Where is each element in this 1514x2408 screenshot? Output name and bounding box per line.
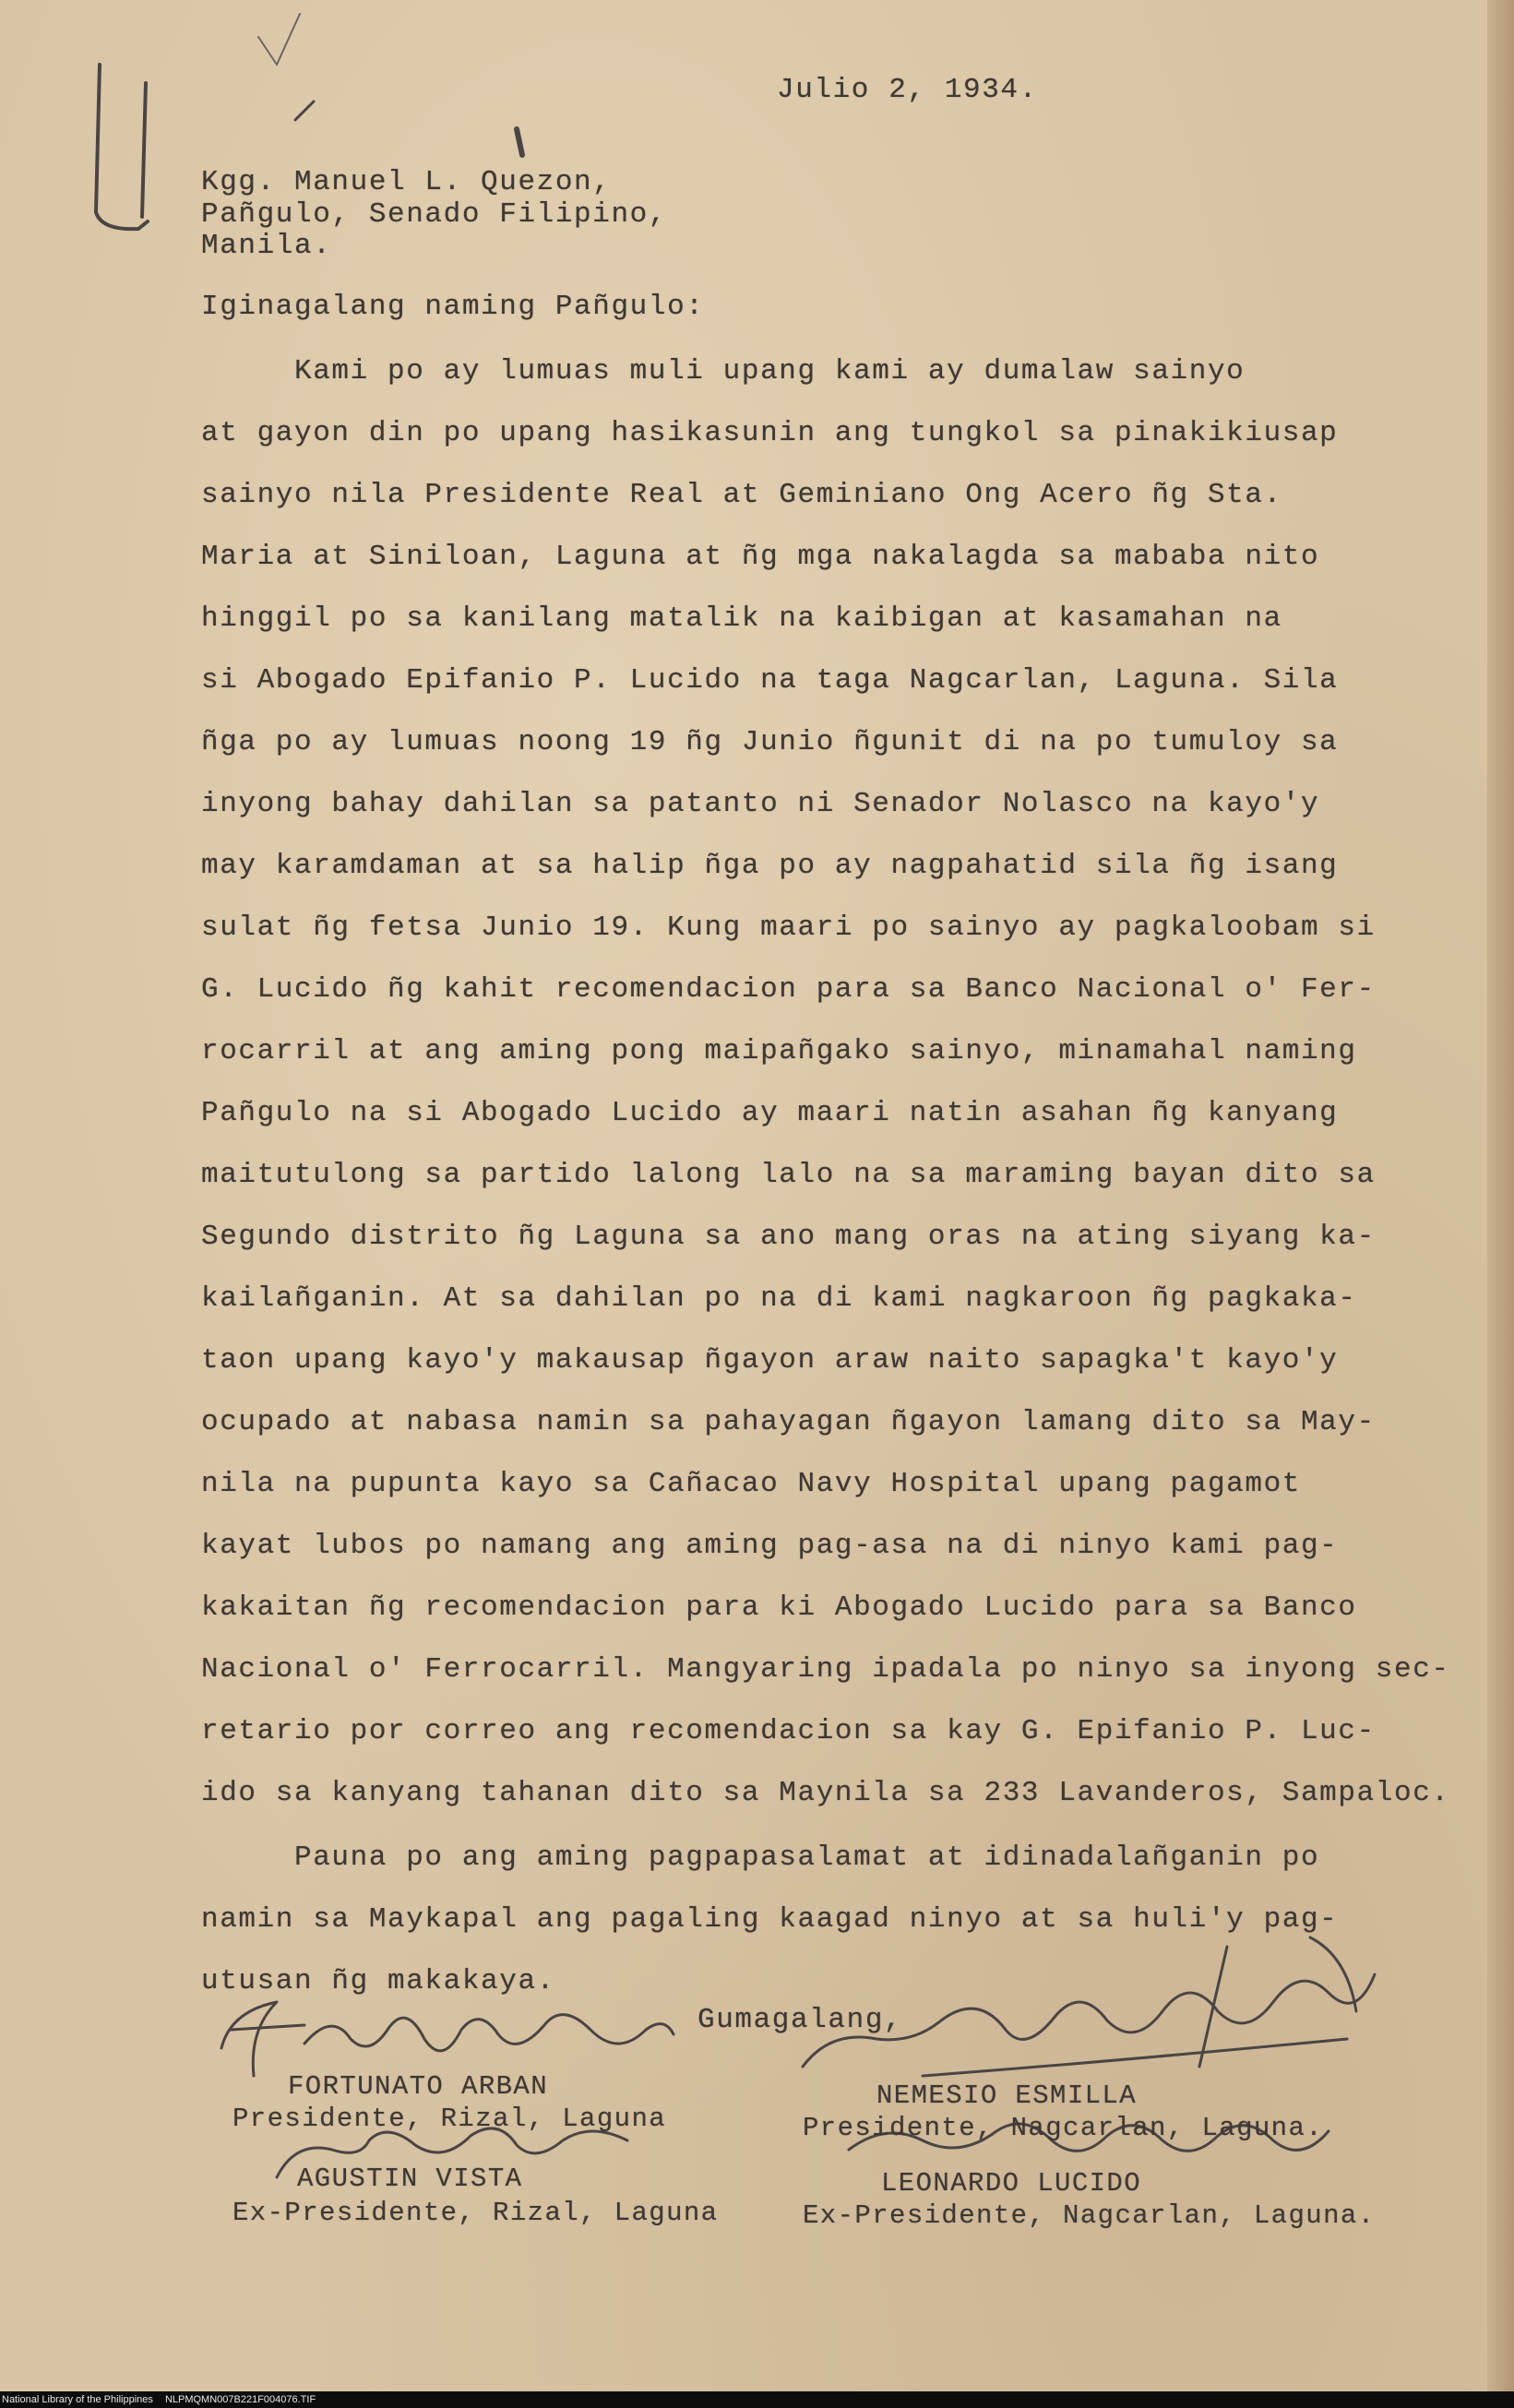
- body-line: Segundo distrito ñg Laguna sa ano mang oras na ating siyang ka-: [201, 1221, 1376, 1253]
- body-line: taon upang kayo'y makausap ñgayon araw naito sapagka't kayo'y: [201, 1344, 1339, 1377]
- body-line: ocupado at nabasa namin sa pahayagan ñgayon lamang dito sa May-: [201, 1406, 1376, 1438]
- salutation: Iginagalang naming Pañgulo:: [201, 291, 705, 323]
- letter-date: Julio 2, 1934.: [777, 74, 1038, 106]
- signatory-name: NEMESIO ESMILLA: [876, 2080, 1138, 2111]
- signatory-name: AGUSTIN VISTA: [297, 2164, 523, 2194]
- body-line: Pauna po ang aming pagpapasalamat at idinadalañganin po: [201, 1842, 1320, 1874]
- body-line: ñga po ay lumuas noong 19 ñg Junio ñgunit di na po tumuloy sa: [201, 726, 1339, 758]
- body-line: kailañganin. At sa dahilan po na di kami nagkaroon ñg pagkaka-: [201, 1282, 1357, 1315]
- body-line: at gayon din po upang hasikasunin ang tungkol sa pinakikiusap: [201, 417, 1339, 449]
- signatory-title: Ex-Presidente, Nagcarlan, Laguna.: [803, 2200, 1376, 2231]
- signatory-title: Presidente, Nagcarlan, Laguna.: [803, 2113, 1324, 2143]
- recipient-line-3: Manila.: [201, 230, 332, 262]
- body-line: nila na pupunta kayo sa Cañacao Navy Hospital upang pagamot: [201, 1468, 1301, 1500]
- body-line: kayat lubos po namang ang aming pag-asa na di ninyo kami pag-: [201, 1530, 1339, 1562]
- pencil-check-mark: [258, 14, 300, 65]
- signatory-title: Presidente, Rizal, Laguna: [232, 2104, 667, 2134]
- body-line: ido sa kanyang tahanan dito sa Maynila sa 233 Lavanderos, Sampaloc.: [201, 1777, 1450, 1809]
- body-line: namin sa Maykapal ang pagaling kaagad ninyo at sa huli'y pag-: [201, 1903, 1339, 1936]
- body-line: Pañgulo na si Abogado Lucido ay maari natin asahan ñg kanyang: [201, 1097, 1339, 1129]
- body-line: si Abogado Epifanio P. Lucido na taga Nagcarlan, Laguna. Sila: [201, 664, 1339, 697]
- tick-mark: [295, 101, 314, 120]
- body-line: sulat ñg fetsa Junio 19. Kung maari po sainyo ay pagkaloobam si: [201, 912, 1376, 944]
- dot-mark: [517, 129, 522, 155]
- body-line: utusan ñg makakaya.: [201, 1965, 555, 1997]
- body-line: hinggil po sa kanilang matalik na kaibigan at kasamahan na: [201, 602, 1282, 635]
- signature-fortunato-arban: [221, 2002, 674, 2076]
- body-line: retario por correo ang recomendacion sa kay G. Epifanio P. Luc-: [201, 1715, 1376, 1747]
- body-line: G. Lucido ñg kahit recomendacion para sa Banco Nacional o' Fer-: [201, 973, 1376, 1006]
- signatory-name: LEONARDO LUCIDO: [881, 2168, 1142, 2199]
- margin-stroke-mark: [142, 83, 146, 217]
- signatory-title: Ex-Presidente, Rizal, Laguna: [232, 2198, 719, 2228]
- recipient-line-1: Kgg. Manuel L. Quezon,: [201, 166, 612, 198]
- margin-bracket-mark: [96, 65, 148, 229]
- signatory-name: FORTUNATO ARBAN: [288, 2071, 549, 2102]
- closing: Gumagalang,: [697, 2004, 903, 2036]
- body-line: may karamdaman at sa halip ñga po ay nagpahatid sila ñg isang: [201, 850, 1339, 882]
- body-line: inyong bahay dahilan sa patanto ni Senador Nolasco na kayo'y: [201, 788, 1320, 820]
- body-line: Kami po ay lumuas muli upang kami ay dumalaw sainyo: [201, 355, 1246, 387]
- body-line: sainyo nila Presidente Real at Geminiano Ong Acero ñg Sta.: [201, 479, 1282, 511]
- body-line: Maria at Siniloan, Laguna at ñg mga nakalagda sa mababa nito: [201, 541, 1320, 573]
- archive-name: National Library of the Philippines: [2, 2394, 153, 2405]
- body-line: Nacional o' Ferrocarril. Mangyaring ipadala po ninyo sa inyong sec-: [201, 1653, 1450, 1686]
- body-line: kakaitan ñg recomendacion para ki Abogado Lucido para sa Banco: [201, 1591, 1357, 1624]
- body-line: maitutulong sa partido lalong lalo na sa maraming bayan dito sa: [201, 1159, 1376, 1191]
- body-line: rocarril at ang aming pong maipañgako sainyo, minamahal naming: [201, 1035, 1357, 1067]
- recipient-line-2: Pañgulo, Senado Filipino,: [201, 198, 668, 231]
- archive-footer: [0, 2391, 1514, 2408]
- file-name: NLPMQMN007B221F004076.TIF: [164, 2394, 316, 2405]
